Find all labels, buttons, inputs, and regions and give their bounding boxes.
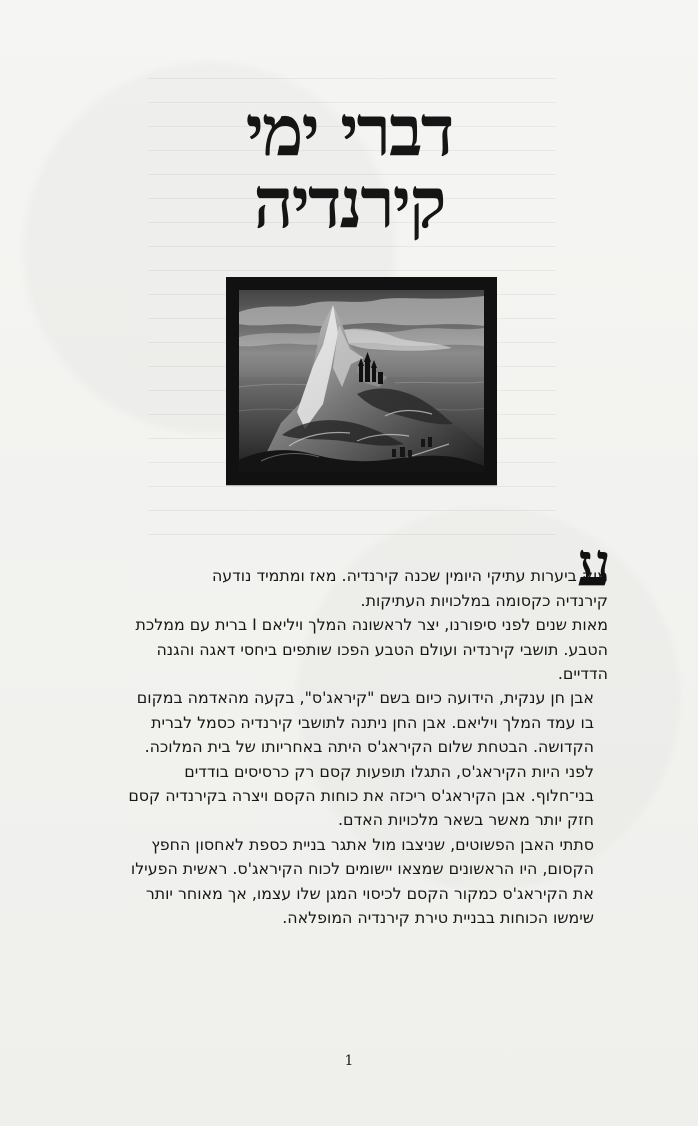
- paragraph-1-line-2: קירנדיה כקסומה במלכויות העתיקות.: [360, 590, 608, 610]
- paragraph-4-line-2: בני־חלוף. אבן הקיראג'ס ריכזה את כוחות הקסם ויצרה בקירנדיה קסם: [128, 786, 594, 806]
- paragraph-3-line-1: אבן חן ענקית, הידועה כיום בשם "קיראג'ס", בקעה מהאדמה במקום: [136, 688, 594, 708]
- title-line-2: קירנדיה: [253, 161, 445, 244]
- paragraph-2: [120, 613, 608, 686]
- drop-cap: ע: [577, 530, 611, 600]
- page-number: 1: [344, 1053, 354, 1069]
- story-text: [120, 530, 611, 931]
- paragraph-3: [120, 686, 608, 759]
- paragraph-1-line-1: מוק ביערות עתיקי היומין שכנה קירנדיה. מאז ומתמיד נודעה: [211, 566, 608, 586]
- paragraph-4-line-3: חזק יותר מאשר בשאר מלכויות האדם.: [337, 810, 594, 830]
- paragraph-2-line-2: הטבע. תושבי קירנדיה ועולם הטבע הפכו שותפים ביחסי דאגה והגנה: [156, 639, 608, 659]
- paragraph-3-line-2: בו עמד המלך ויליאם. אבן החן ניתנה לתושבי קירנדיה כסמל לברית: [151, 712, 594, 732]
- paragraph-2-line-1: מאות שנים לפני סיפורנו, יצר לראשונה המלך ויליאם I ברית עם ממלכת: [135, 615, 608, 635]
- paragraph-5-line-4: שימשו הכוחות בבניית טירת קירנדיה המופלאה.: [282, 908, 594, 928]
- paragraph-4: [120, 760, 608, 833]
- illustration-frame: [226, 277, 497, 485]
- paragraph-1: [120, 530, 611, 613]
- title-line-1: דברי ימי: [245, 89, 453, 172]
- page-title: [0, 89, 698, 244]
- paragraph-5-line-2: הקסום, היו הראשונים שמצאו יישומים לכוח הקיראג'ס. ראשית הפעילו: [130, 859, 594, 879]
- paragraph-3-line-3: הקדושה. הבטחת שלום הקיראג'ס היתה באחריותו של בית המלוכה.: [144, 737, 594, 757]
- paragraph-5-line-3: את הקיראג'ס כמקור הקסם לכיסוי המגן שלו עצמו, אך מאוחר יותר: [145, 883, 594, 903]
- fantasy-island-illustration: [239, 290, 484, 472]
- paragraph-5: [120, 833, 608, 931]
- paragraph-4-line-1: לפני היות הקיראג'ס, התגלו תופעות קסם רק כרסיסים בודדים: [184, 761, 594, 781]
- paragraph-5-line-1: סתתי האבן הפשוטים, שניצבו מול אתגר בניית כספת לאחסון החפץ: [151, 834, 594, 854]
- paragraph-2-line-3: הדדיים.: [557, 664, 608, 684]
